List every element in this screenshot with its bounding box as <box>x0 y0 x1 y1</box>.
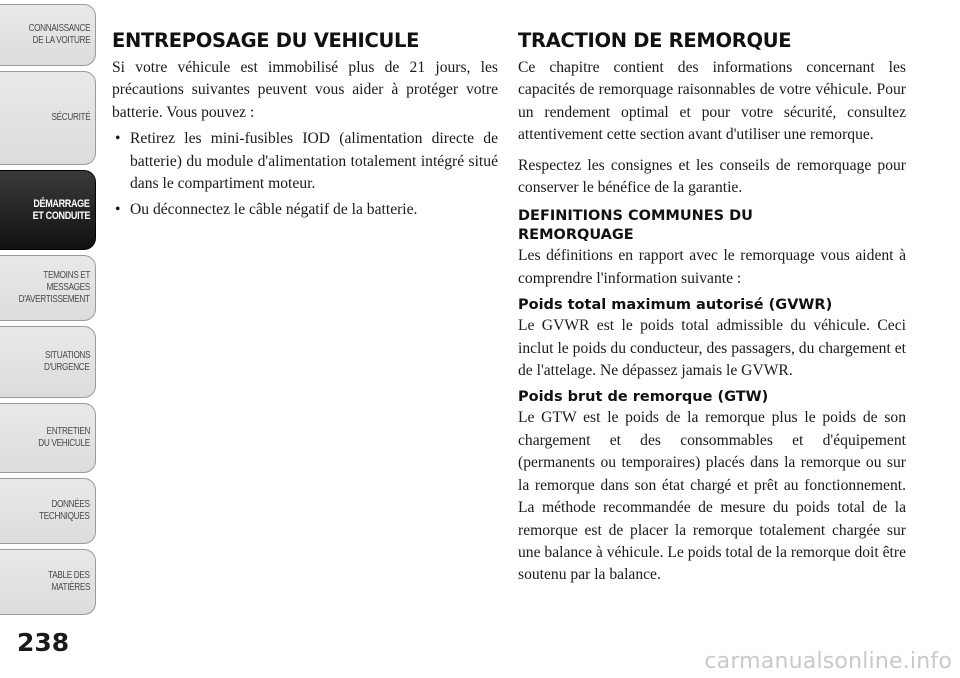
definitions-heading-line: DEFINITIONS COMMUNES DU <box>518 208 753 225</box>
tab-label-line: ET CONDUITE <box>32 210 90 222</box>
tab-securite[interactable] <box>0 71 96 165</box>
term-gvwr-text: Le GVWR est le poids total admissible du véhicule. Ceci inclut le poids du conducteur, des passagers, du chargement et de l'attelage. Ne dépassez jamais le GVWR. <box>518 317 906 380</box>
tab-label-line: CONNAISSANCE <box>28 23 90 34</box>
left-column <box>112 28 498 226</box>
storage-intro: Si votre véhicule est immobilisé plus de 21 jours, les précautions suivantes peuvent vous aider à protéger votre batterie. Vous pouvez : <box>112 59 498 121</box>
tab-label-line: TEMOINS ET <box>43 270 90 281</box>
bullet-item: • Retirez les mini-fusibles IOD (alimentation directe de batterie) du module d'alimentation totalement intégré situé dans le compartiment moteur. <box>112 128 498 195</box>
section-title-storage: ENTREPOSAGE DU VEHICULE <box>112 29 420 52</box>
storage-bullets <box>112 128 498 222</box>
definitions-heading <box>518 207 906 245</box>
chapter-sidebar <box>0 0 98 678</box>
section-title-towing: TRACTION DE REMORQUE <box>518 29 792 52</box>
bullet-item: • Ou déconnectez le câble négatif de la batterie. <box>112 199 498 221</box>
tab-connaissance[interactable] <box>0 4 96 66</box>
tab-donnees[interactable] <box>0 478 96 544</box>
definitions-heading-line: REMORQUAGE <box>518 227 634 244</box>
definitions-intro: Les définitions en rapport avec le remorquage vous aident à comprendre l'information suivante : <box>518 247 906 287</box>
tab-label-line: SÉCURITÉ <box>51 112 90 123</box>
tab-label-line: ENTRETIEN <box>46 426 90 437</box>
watermark: carmanualsonline.info <box>704 649 952 674</box>
tab-temoins[interactable] <box>0 255 96 321</box>
towing-paragraph-2: Respectez les consignes et les conseils de remorquage pour conserver le bénéfice de la garantie. <box>518 156 906 197</box>
towing-paragraph-1: Ce chapitre contient des informations concernant les capacités de remorquage raisonnables de votre véhicule. Pour un rendement optimal et pour votre sécurité, consultez attentivement cette section avant d'utiliser une remorque. <box>518 59 906 144</box>
tab-label-line: DE LA VOITURE <box>32 35 90 46</box>
tab-label-line: D'URGENCE <box>44 362 90 373</box>
right-column <box>518 28 906 591</box>
tab-label-line: TABLE DES <box>48 570 90 581</box>
tab-label-line: DÉMARRAGE <box>33 198 90 210</box>
tab-label-line: SITUATIONS <box>44 350 90 361</box>
term-gtw-title: Poids brut de remorque (GTW) <box>518 389 769 406</box>
tab-label-line: DONNÉES <box>51 499 90 510</box>
tab-label-line: DU VEHICULE <box>38 438 90 449</box>
tab-label-line: MATIÈRES <box>51 582 90 593</box>
term-gvwr-title: Poids total maximum autorisé (GVWR) <box>518 297 833 314</box>
tab-table-des-matieres[interactable] <box>0 549 96 615</box>
tab-label-line: MESSAGES <box>46 282 90 293</box>
tab-label-line: TECHNIQUES <box>39 511 90 522</box>
term-gtw-text: Le GTW est le poids de la remorque plus le poids de son chargement et des consommables et d'équipement (permanents ou temporaires) placés dans la remorque ou sur la remorque dans son état chargé et prêt au fonctionnement. La méthode recommandée de mesure du poids total de la remorque est de placer la remorque totalement chargée sur une balance à véhicule. Le poids total de la remorque doit être soutenu par la balance. <box>518 409 906 584</box>
tab-demarrage[interactable] <box>0 170 96 250</box>
tab-situations[interactable] <box>0 326 96 398</box>
tab-entretien[interactable] <box>0 403 96 473</box>
tab-label-line: D'AVERTISSEMENT <box>18 294 90 305</box>
page-number: 238 <box>17 628 70 657</box>
